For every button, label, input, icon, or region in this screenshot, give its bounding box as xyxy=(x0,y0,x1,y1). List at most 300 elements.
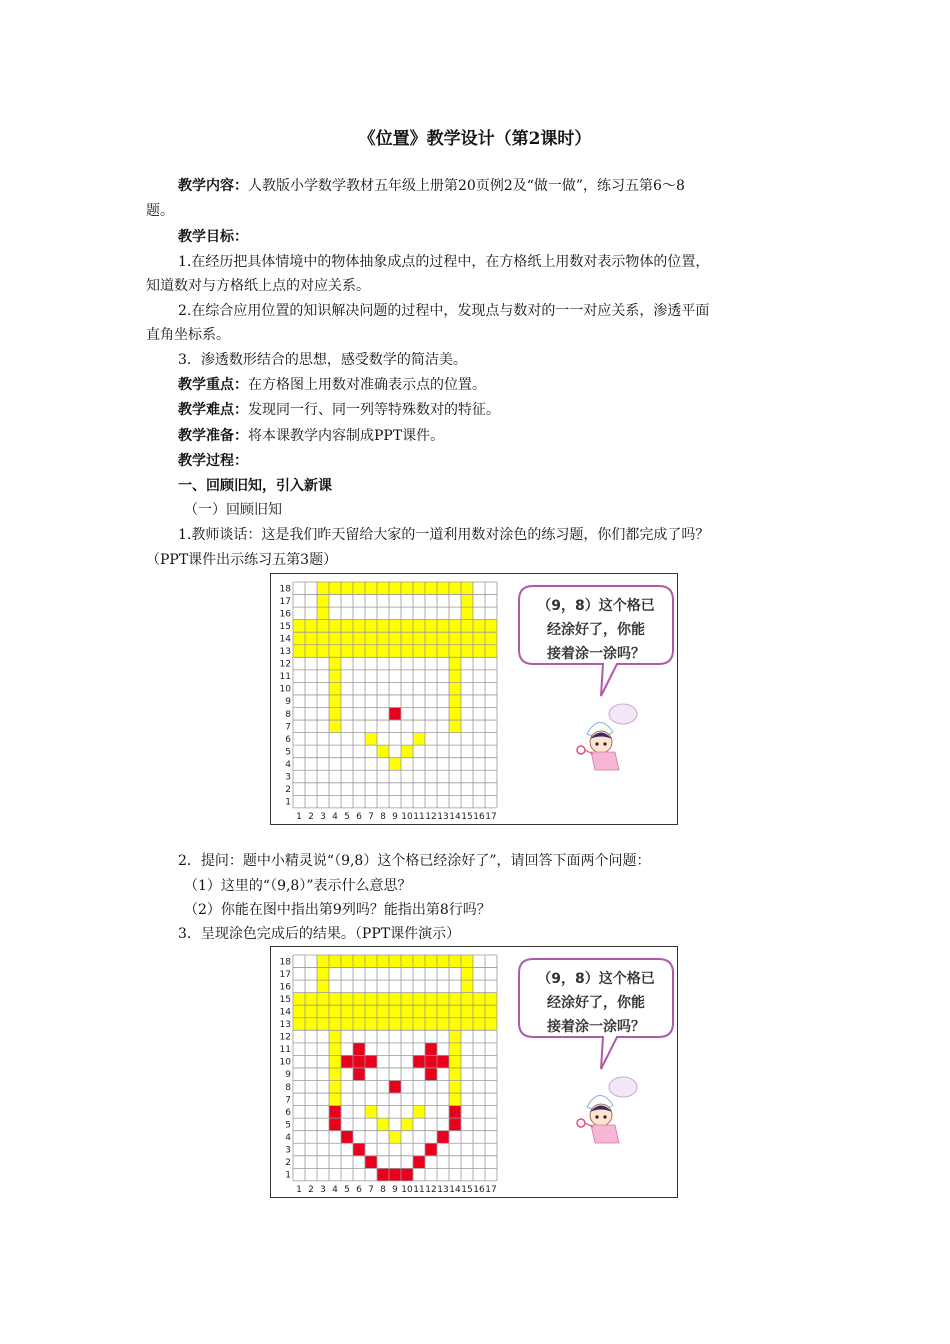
yellow-cell xyxy=(413,620,425,633)
yellow-cell xyxy=(449,1068,461,1081)
x-axis-label: 12 xyxy=(425,1184,437,1195)
yellow-cell xyxy=(425,955,437,968)
yellow-cell xyxy=(461,645,473,658)
paragraph-2: 2．提问：题中小精灵说“（9,8）这个格已经涂好了”，请回答下面两个问题： xyxy=(178,853,651,869)
yellow-cell xyxy=(305,1018,317,1031)
yellow-cell xyxy=(413,1106,425,1119)
x-axis-label: 4 xyxy=(332,811,338,822)
yellow-cell xyxy=(413,733,425,746)
red-cell xyxy=(437,1131,449,1144)
red-cell xyxy=(425,1043,437,1056)
yellow-cell xyxy=(485,645,497,658)
yellow-cell xyxy=(341,1018,353,1031)
yellow-cell xyxy=(353,620,365,633)
red-cell xyxy=(449,1106,461,1119)
yellow-cell xyxy=(365,993,377,1006)
yellow-cell xyxy=(365,1018,377,1031)
yellow-cell xyxy=(425,620,437,633)
speech-bubble-text: 经涂好了，你能 xyxy=(547,622,645,638)
x-axis-label: 17 xyxy=(485,1184,497,1195)
y-axis-label: 1 xyxy=(285,1170,291,1181)
red-cell xyxy=(401,1168,413,1181)
yellow-cell xyxy=(329,645,341,658)
key-text: 在方格图上用数对准确表示点的位置。 xyxy=(248,377,486,393)
yellow-cell xyxy=(401,955,413,968)
yellow-cell xyxy=(389,993,401,1006)
yellow-cell xyxy=(461,607,473,620)
y-axis-label: 12 xyxy=(279,659,291,670)
yellow-cell xyxy=(329,695,341,708)
yellow-cell xyxy=(461,632,473,645)
y-axis-label: 10 xyxy=(279,1057,291,1068)
paragraph-1: 1.教师谈话：这是我们昨天留给大家的一道利用数对涂色的练习题，你们都完成了吗？ xyxy=(178,527,710,543)
y-axis-label: 14 xyxy=(279,634,291,645)
yellow-cell xyxy=(317,595,329,608)
x-axis-label: 14 xyxy=(449,811,461,822)
red-cell xyxy=(365,1055,377,1068)
yellow-cell xyxy=(449,1005,461,1018)
yellow-cell xyxy=(365,955,377,968)
yellow-cell xyxy=(437,955,449,968)
x-axis-label: 13 xyxy=(437,1184,449,1195)
y-axis-label: 8 xyxy=(285,1082,291,1093)
yellow-cell xyxy=(449,582,461,595)
yellow-cell xyxy=(317,620,329,633)
yellow-cell xyxy=(413,582,425,595)
yellow-cell xyxy=(329,1018,341,1031)
y-axis-label: 4 xyxy=(285,759,291,770)
yellow-cell xyxy=(317,1018,329,1031)
red-cell xyxy=(389,708,401,721)
yellow-cell xyxy=(413,632,425,645)
grid-figure-2-svg xyxy=(271,947,677,1197)
x-axis-label: 9 xyxy=(392,1184,398,1195)
y-axis-label: 3 xyxy=(285,1145,291,1156)
yellow-cell xyxy=(377,620,389,633)
x-axis-label: 11 xyxy=(413,811,425,822)
goal-1-cont: 知道数对与方格纸上点的对应关系。 xyxy=(146,278,370,294)
yellow-cell xyxy=(473,1005,485,1018)
red-cell xyxy=(353,1055,365,1068)
yellow-cell xyxy=(401,620,413,633)
speech-bubble-text: 接着涂一涂吗？ xyxy=(547,646,645,662)
y-axis-label: 3 xyxy=(285,772,291,783)
yellow-cell xyxy=(305,993,317,1006)
yellow-cell xyxy=(365,1106,377,1119)
yellow-cell xyxy=(305,632,317,645)
yellow-cell xyxy=(425,645,437,658)
yellow-cell xyxy=(353,993,365,1006)
yellow-cell xyxy=(365,1005,377,1018)
yellow-cell xyxy=(449,632,461,645)
yellow-cell xyxy=(437,1005,449,1018)
yellow-cell xyxy=(353,632,365,645)
x-axis-label: 7 xyxy=(368,811,374,822)
yellow-cell xyxy=(437,993,449,1006)
yellow-cell xyxy=(449,695,461,708)
yellow-cell xyxy=(353,955,365,968)
red-cell xyxy=(329,1118,341,1131)
yellow-cell xyxy=(377,645,389,658)
yellow-cell xyxy=(329,1030,341,1043)
yellow-cell xyxy=(329,1005,341,1018)
y-axis-label: 15 xyxy=(279,621,291,632)
y-axis-label: 8 xyxy=(285,709,291,720)
y-axis-label: 16 xyxy=(279,609,291,620)
yellow-cell xyxy=(461,980,473,993)
speech-bubble-text: （9，8）这个格已 xyxy=(537,971,655,987)
content-line xyxy=(178,176,838,196)
yellow-cell xyxy=(305,1005,317,1018)
x-axis-label: 2 xyxy=(308,1184,314,1195)
yellow-cell xyxy=(293,1018,305,1031)
document-title: 《位置》教学设计（第2课时） xyxy=(358,129,592,149)
x-axis-label: 6 xyxy=(356,811,362,822)
x-axis-label: 1 xyxy=(296,1184,302,1195)
x-axis-label: 8 xyxy=(380,1184,386,1195)
yellow-cell xyxy=(329,632,341,645)
x-axis-label: 3 xyxy=(320,811,326,822)
y-axis-label: 9 xyxy=(285,1070,291,1081)
yellow-cell xyxy=(353,582,365,595)
yellow-cell xyxy=(329,1093,341,1106)
yellow-cell xyxy=(401,1118,413,1131)
y-axis-label: 11 xyxy=(279,1045,291,1056)
yellow-cell xyxy=(329,620,341,633)
red-cell xyxy=(413,1055,425,1068)
yellow-cell xyxy=(425,632,437,645)
yellow-cell xyxy=(473,1018,485,1031)
section-1-heading: 一、回顾旧知，引入新课 xyxy=(178,478,332,494)
y-axis-label: 5 xyxy=(285,747,291,758)
x-axis-label: 8 xyxy=(380,811,386,822)
red-cell xyxy=(389,1168,401,1181)
x-axis-label: 6 xyxy=(356,1184,362,1195)
y-axis-label: 17 xyxy=(279,969,291,980)
yellow-cell xyxy=(437,582,449,595)
yellow-cell xyxy=(485,632,497,645)
red-cell xyxy=(353,1068,365,1081)
yellow-cell xyxy=(437,632,449,645)
yellow-cell xyxy=(317,607,329,620)
question-2: （2）你能在图中指出第9列吗？能指出第8行吗？ xyxy=(184,902,491,918)
x-axis-label: 7 xyxy=(368,1184,374,1195)
yellow-cell xyxy=(425,582,437,595)
yellow-cell xyxy=(449,657,461,670)
speech-bubble-text: 经涂好了，你能 xyxy=(547,995,645,1011)
goal-2-cont: 直角坐标系。 xyxy=(146,327,230,343)
red-cell xyxy=(449,1118,461,1131)
yellow-cell xyxy=(389,758,401,771)
x-axis-label: 2 xyxy=(308,811,314,822)
speech-bubble-text: （9，8）这个格已 xyxy=(537,598,655,614)
yellow-cell xyxy=(485,993,497,1006)
yellow-cell xyxy=(449,670,461,683)
red-cell xyxy=(437,1055,449,1068)
difficulty-line xyxy=(178,400,838,420)
x-axis-label: 13 xyxy=(437,811,449,822)
x-axis-label: 10 xyxy=(401,811,413,822)
x-axis-label: 5 xyxy=(344,1184,350,1195)
yellow-cell xyxy=(449,1030,461,1043)
yellow-cell xyxy=(401,632,413,645)
yellow-cell xyxy=(449,1043,461,1056)
yellow-cell xyxy=(449,993,461,1006)
yellow-cell xyxy=(437,620,449,633)
yellow-cell xyxy=(329,657,341,670)
yellow-cell xyxy=(365,632,377,645)
yellow-cell xyxy=(329,720,341,733)
yellow-cell xyxy=(377,632,389,645)
yellow-cell xyxy=(461,582,473,595)
paragraph-1-cont: （PPT课件出示练习五第3题） xyxy=(146,552,338,568)
yellow-cell xyxy=(401,645,413,658)
difficulty-label: 教学难点： xyxy=(178,402,248,418)
red-cell xyxy=(365,1156,377,1169)
yellow-cell xyxy=(413,645,425,658)
x-axis-label: 17 xyxy=(485,811,497,822)
yellow-cell xyxy=(329,1043,341,1056)
yellow-cell xyxy=(389,1005,401,1018)
y-axis-label: 18 xyxy=(279,584,291,595)
y-axis-label: 16 xyxy=(279,982,291,993)
yellow-cell xyxy=(473,620,485,633)
yellow-cell xyxy=(329,670,341,683)
y-axis-label: 13 xyxy=(279,647,291,658)
yellow-cell xyxy=(413,1018,425,1031)
yellow-cell xyxy=(353,645,365,658)
prep-label: 教学准备： xyxy=(178,428,248,444)
yellow-cell xyxy=(329,582,341,595)
yellow-cell xyxy=(449,955,461,968)
yellow-cell xyxy=(461,955,473,968)
x-axis-label: 11 xyxy=(413,1184,425,1195)
yellow-cell xyxy=(365,645,377,658)
yellow-cell xyxy=(437,1018,449,1031)
red-cell xyxy=(413,1156,425,1169)
yellow-cell xyxy=(341,955,353,968)
x-axis-label: 16 xyxy=(473,1184,485,1195)
yellow-cell xyxy=(485,1005,497,1018)
yellow-cell xyxy=(353,1005,365,1018)
yellow-cell xyxy=(305,620,317,633)
yellow-cell xyxy=(377,993,389,1006)
y-axis-label: 5 xyxy=(285,1120,291,1131)
yellow-cell xyxy=(449,682,461,695)
key-line xyxy=(178,375,838,395)
red-cell xyxy=(425,1143,437,1156)
x-axis-label: 14 xyxy=(449,1184,461,1195)
subsection-1-heading: （一）回顾旧知 xyxy=(184,502,282,518)
yellow-cell xyxy=(329,682,341,695)
yellow-cell xyxy=(449,1081,461,1094)
yellow-cell xyxy=(329,955,341,968)
yellow-cell xyxy=(473,632,485,645)
yellow-cell xyxy=(461,1018,473,1031)
x-axis-label: 3 xyxy=(320,1184,326,1195)
grid-figure-1-svg xyxy=(271,574,677,824)
red-cell xyxy=(329,1106,341,1119)
yellow-cell xyxy=(341,993,353,1006)
yellow-cell xyxy=(317,980,329,993)
yellow-cell xyxy=(389,620,401,633)
yellow-cell xyxy=(461,993,473,1006)
question-1: （1）这里的“（9,8）”表示什么意思？ xyxy=(184,878,412,894)
yellow-cell xyxy=(389,1131,401,1144)
yellow-cell xyxy=(485,1018,497,1031)
red-cell xyxy=(377,1168,389,1181)
yellow-cell xyxy=(293,1005,305,1018)
y-axis-label: 14 xyxy=(279,1007,291,1018)
yellow-cell xyxy=(425,1005,437,1018)
yellow-cell xyxy=(461,595,473,608)
yellow-cell xyxy=(293,632,305,645)
yellow-cell xyxy=(377,1118,389,1131)
speech-bubble-text: 接着涂一涂吗？ xyxy=(547,1019,645,1035)
red-cell xyxy=(353,1143,365,1156)
red-cell xyxy=(389,1081,401,1094)
yellow-cell xyxy=(389,1018,401,1031)
y-axis-label: 6 xyxy=(285,734,291,745)
yellow-cell xyxy=(317,645,329,658)
yellow-cell xyxy=(389,645,401,658)
yellow-cell xyxy=(317,955,329,968)
yellow-cell xyxy=(341,582,353,595)
goal-3: 3．渗透数形结合的思想，感受数学的简洁美。 xyxy=(178,352,467,368)
grid-figure-2 xyxy=(270,946,678,1198)
content-text-cont: 题。 xyxy=(146,203,174,219)
yellow-cell xyxy=(401,1018,413,1031)
yellow-cell xyxy=(401,993,413,1006)
x-axis-label: 9 xyxy=(392,811,398,822)
yellow-cell xyxy=(341,1005,353,1018)
yellow-cell xyxy=(329,1055,341,1068)
key-label: 教学重点： xyxy=(178,377,248,393)
red-cell xyxy=(353,1043,365,1056)
difficulty-text: 发现同一行、同一列等特殊数对的特征。 xyxy=(248,402,500,418)
y-axis-label: 17 xyxy=(279,596,291,607)
yellow-cell xyxy=(401,745,413,758)
yellow-cell xyxy=(317,582,329,595)
x-axis-label: 15 xyxy=(461,1184,473,1195)
yellow-cell xyxy=(377,1018,389,1031)
x-axis-label: 10 xyxy=(401,1184,413,1195)
yellow-cell xyxy=(449,1055,461,1068)
yellow-cell xyxy=(425,993,437,1006)
yellow-cell xyxy=(293,645,305,658)
y-axis-label: 10 xyxy=(279,684,291,695)
yellow-cell xyxy=(425,1018,437,1031)
y-axis-label: 2 xyxy=(285,785,291,796)
yellow-cell xyxy=(401,582,413,595)
yellow-cell xyxy=(329,708,341,721)
yellow-cell xyxy=(329,993,341,1006)
y-axis-label: 9 xyxy=(285,697,291,708)
yellow-cell xyxy=(341,620,353,633)
yellow-cell xyxy=(389,632,401,645)
yellow-cell xyxy=(305,645,317,658)
yellow-cell xyxy=(365,733,377,746)
goal-1: 1.在经历把具体情境中的物体抽象成点的过程中，在方格纸上用数对表示物体的位置， xyxy=(178,254,710,270)
yellow-cell xyxy=(365,582,377,595)
yellow-cell xyxy=(413,955,425,968)
y-axis-label: 2 xyxy=(285,1158,291,1169)
yellow-cell xyxy=(341,632,353,645)
x-axis-label: 12 xyxy=(425,811,437,822)
yellow-cell xyxy=(317,1005,329,1018)
y-axis-label: 6 xyxy=(285,1107,291,1118)
yellow-cell xyxy=(449,645,461,658)
yellow-cell xyxy=(365,620,377,633)
yellow-cell xyxy=(473,993,485,1006)
yellow-cell xyxy=(473,645,485,658)
yellow-cell xyxy=(461,968,473,981)
yellow-cell xyxy=(341,645,353,658)
x-axis-label: 16 xyxy=(473,811,485,822)
y-axis-label: 1 xyxy=(285,797,291,808)
process-label: 教学过程： xyxy=(178,453,248,469)
red-cell xyxy=(425,1068,437,1081)
red-cell xyxy=(425,1055,437,1068)
red-cell xyxy=(341,1055,353,1068)
yellow-cell xyxy=(377,745,389,758)
y-axis-label: 4 xyxy=(285,1132,291,1143)
x-axis-label: 5 xyxy=(344,811,350,822)
goal-2: 2.在综合应用位置的知识解决问题的过程中，发现点与数对的一一对应关系，渗透平面 xyxy=(178,303,710,319)
content-label: 教学内容： xyxy=(178,178,248,194)
yellow-cell xyxy=(317,968,329,981)
yellow-cell xyxy=(329,1068,341,1081)
red-cell xyxy=(341,1131,353,1144)
paragraph-3: 3．呈现涂色完成后的结果。（PPT课件演示） xyxy=(178,926,461,942)
y-axis-label: 13 xyxy=(279,1020,291,1031)
yellow-cell xyxy=(353,1018,365,1031)
y-axis-label: 12 xyxy=(279,1032,291,1043)
yellow-cell xyxy=(389,582,401,595)
yellow-cell xyxy=(449,708,461,721)
yellow-cell xyxy=(293,993,305,1006)
x-axis-label: 4 xyxy=(332,1184,338,1195)
yellow-cell xyxy=(377,1005,389,1018)
y-axis-label: 7 xyxy=(285,1095,291,1106)
yellow-cell xyxy=(449,1018,461,1031)
yellow-cell xyxy=(317,993,329,1006)
yellow-cell xyxy=(377,582,389,595)
yellow-cell xyxy=(449,720,461,733)
yellow-cell xyxy=(449,1093,461,1106)
yellow-cell xyxy=(389,955,401,968)
yellow-cell xyxy=(485,620,497,633)
yellow-cell xyxy=(317,632,329,645)
prep-line xyxy=(178,426,838,446)
yellow-cell xyxy=(449,620,461,633)
yellow-cell xyxy=(401,1005,413,1018)
prep-text: 将本课教学内容制成PPT课件。 xyxy=(248,428,445,444)
y-axis-label: 11 xyxy=(279,672,291,683)
yellow-cell xyxy=(413,993,425,1006)
goals-label: 教学目标： xyxy=(178,229,248,245)
x-axis-label: 15 xyxy=(461,811,473,822)
yellow-cell xyxy=(329,1081,341,1094)
y-axis-label: 7 xyxy=(285,722,291,733)
content-text: 人教版小学数学教材五年级上册第20页例2及“做一做”，练习五第6～8 xyxy=(248,178,685,194)
y-axis-label: 15 xyxy=(279,994,291,1005)
y-axis-label: 18 xyxy=(279,957,291,968)
grid-figure-1 xyxy=(270,573,678,825)
yellow-cell xyxy=(413,1005,425,1018)
yellow-cell xyxy=(293,620,305,633)
x-axis-label: 1 xyxy=(296,811,302,822)
